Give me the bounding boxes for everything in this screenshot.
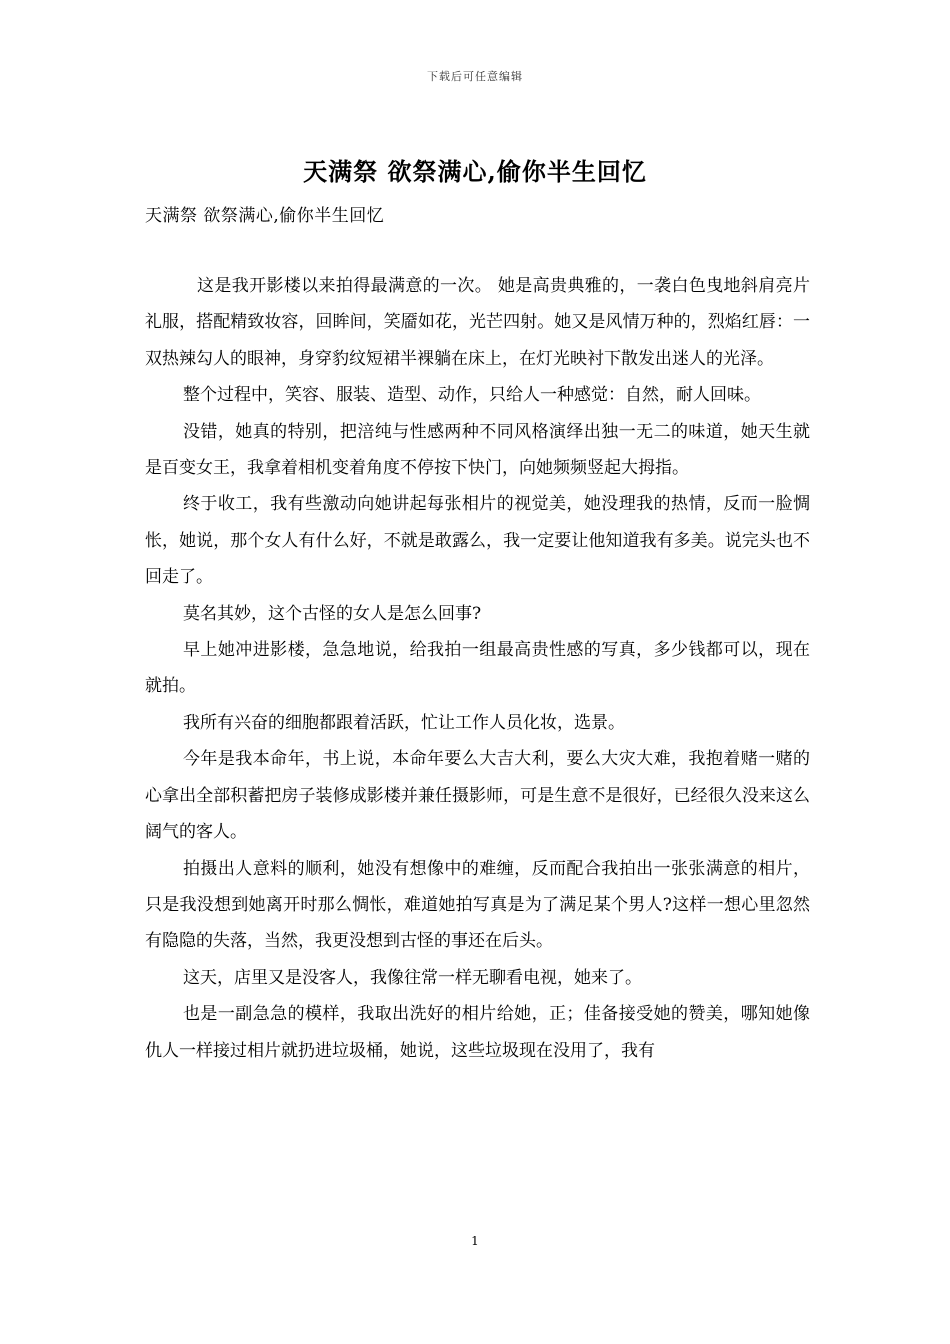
paragraph: 也是一副急急的模样，我取出洗好的相片给她，正；佳备接受她的赞美，哪知她像仇人一样接过相片就扔进垃圾桶，她说，这些垃圾现在没用了，我有 xyxy=(145,1004,810,1061)
document-subtitle: 天满祭 欲祭满心,偷你半生回忆 xyxy=(145,206,385,226)
paragraph: 早上她冲进影楼，急急地说，给我拍一组最高贵性感的写真，多少钱都可以，现在就拍。 xyxy=(145,640,810,697)
document-title: 天满祭 欲祭满心,偷你半生回忆 xyxy=(303,157,647,186)
paragraph: 我所有兴奋的细胞都跟着活跃，忙让工作人员化妆，选景。 xyxy=(183,712,625,733)
paragraph: 今年是我本命年，书上说，本命年要么大吉大利，要么大灾大难，我抱着赌一赌的心拿出全部积蓄把房子装修成影楼并兼任摄影师，可是生意不是很好，已经很久没来这么阔气的客人。 xyxy=(145,749,810,843)
paragraph: 这天，店里又是没客人，我像往常一样无聊看电视，她来了。 xyxy=(183,967,642,988)
paragraph: 这是我开影楼以来拍得最满意的一次。 她是高贵典雅的，一袭白色曳地斜肩亮片礼服，搭配精致妆容，回眸间，笑靥如花，光芒四射。她又是风情万种的，烈焰红唇：一双热辣勾人的眼神，身穿豹纹短裙半裸躺在床上，在灯光映衬下散发出迷人的光泽。 xyxy=(145,276,810,369)
paragraph: 没错，她真的特别，把涪纯与性感两种不同风格演绎出独一无二的味道，她天生就是百变女王，我拿着相机变着角度不停按下快门，向她频频竖起大拇指。 xyxy=(145,421,810,479)
paragraph: 拍摄出人意料的顺利，她没有想像中的难缠，反而配合我拍出一张张满意的相片，只是我没想到她离开时那么惆怅，难道她拍写真是为了满足某个男人?这样一想心里忽然有隐隐的失落，当然，我更没想到古怪的事还在后头。 xyxy=(145,858,810,952)
document-body xyxy=(145,268,810,1069)
paragraph: 终于收工，我有些激动向她讲起每张相片的视觉美，她没理我的热情，反而一脸惆怅，她说，那个女人有什么好，不就是敢露么，我一定要让他知道我有多美。说完头也不回走了。 xyxy=(145,494,810,588)
header-note: 下载后可任意编辑 xyxy=(427,70,523,83)
page-number: 1 xyxy=(471,1234,479,1248)
paragraph: 整个过程中，笑容、服装、造型、动作，只给人一种感觉：自然，耐人回味。 xyxy=(183,385,761,406)
paragraph: 莫名其妙，这个古怪的女人是怎么回事? xyxy=(183,603,482,624)
